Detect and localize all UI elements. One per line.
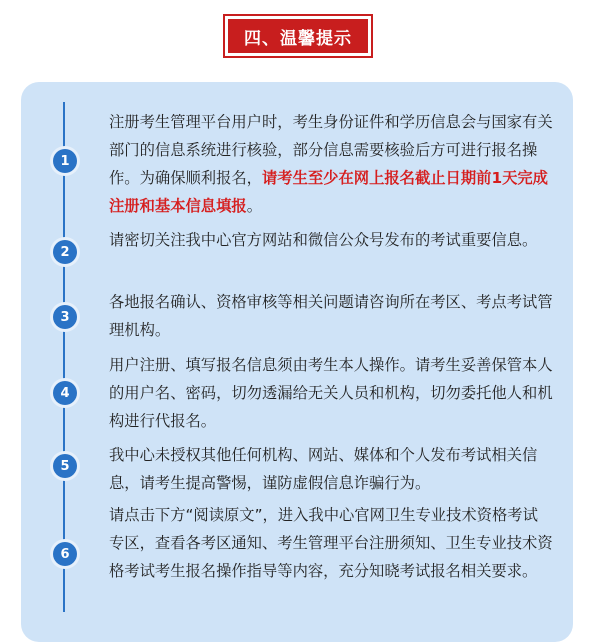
step-text-5: 我中心未授权其他任何机构、网站、媒体和个人发布考试相关信息，请考生提高警惕，谨防虚假信息诈骗行为。 (109, 446, 538, 492)
section-header-badge (223, 14, 373, 58)
step-number-3: 3 (53, 305, 77, 329)
step-number-5: 5 (53, 454, 77, 478)
step-text-1 (109, 108, 553, 220)
step-number-2: 2 (53, 240, 77, 264)
timeline-line (63, 102, 65, 612)
step-number-1: 1 (53, 149, 77, 173)
step-text-4: 用户注册、填写报名信息须由考生本人操作。请考生妥善保管本人的用户名、密码，切勿透漏给无关人员和机构，切勿委托他人和机构进行代报名。 (109, 356, 553, 430)
step-number-4: 4 (53, 381, 77, 405)
step-number-6: 6 (53, 542, 77, 566)
step-text-3: 各地报名确认、资格审核等相关问题请咨询所在考区、考点考试管理机构。 (109, 293, 553, 339)
step-text-6: 请点击下方“阅读原文”，进入我中心官网卫生专业技术资格考试专区，查看各考区通知、考生管理平台注册须知、卫生专业技术资格考试考生报名操作指导等内容，充分知晓考试报名相关要求。 (109, 506, 553, 580)
step-1-text-b: 。 (246, 197, 262, 215)
step-1-text-a: 注册考生管理平台用户时，考生身份证件和学历信息会与国家有关部门的信息系统进行核验，部分信息需要核验后方可进行报名操作。为确保顺利报名， (109, 113, 553, 187)
step-text-2: 请密切关注我中心官方网站和微信公众号发布的考试重要信息。 (109, 231, 538, 249)
step-1-highlight: 请考生至少在网上报名截止日期前1天完成注册和基本信息填报 (109, 169, 548, 215)
section-title: 四、温馨提示 (228, 19, 368, 53)
